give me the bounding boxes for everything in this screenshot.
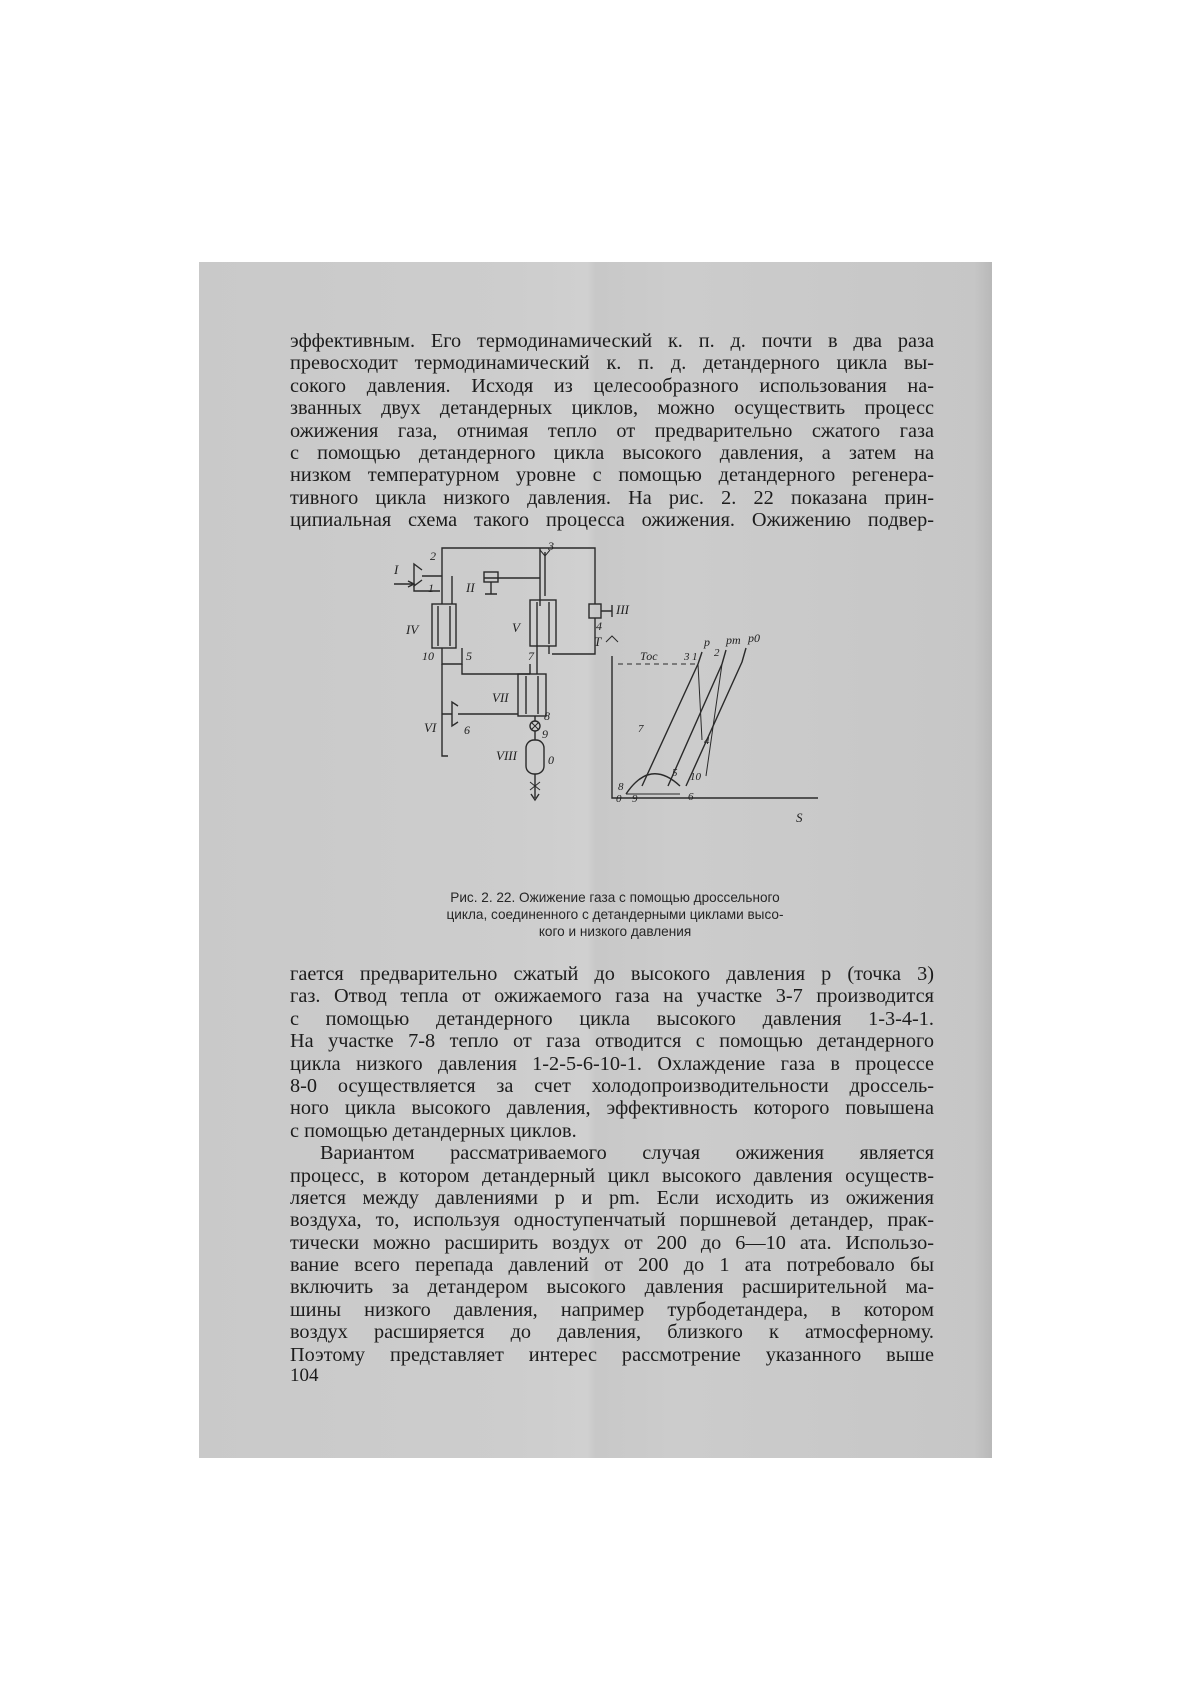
ts-point-10: 10 (690, 771, 701, 783)
figure-caption (380, 889, 850, 940)
ts-point-6: 6 (688, 791, 694, 803)
expander-VI (452, 702, 458, 726)
text-line: 8-0 осуществляется за счет холодопроизводительности дроссель- (290, 1074, 934, 1097)
ts-label-p0: p0 (748, 631, 760, 645)
scheme-point-9: 9 (542, 727, 548, 741)
lower-paragraphs (290, 963, 934, 1366)
caption-line: кого и низкого давления (538, 924, 692, 939)
ts-label-toc: Тос (640, 649, 658, 663)
text-line: цикла низкого давления 1-2-5-6-10-1. Охлаждение газа в процессе (290, 1052, 934, 1075)
scheme-point-10: 10 (422, 649, 434, 663)
scheme-point-1: 1 (428, 581, 434, 595)
ts-point-8: 8 (618, 781, 624, 793)
text-line: ляется между давлениями p и pm. Если исходить из ожижения (290, 1186, 934, 1209)
hx-VII-pipes (530, 664, 537, 674)
ts-point-2: 2 (714, 647, 720, 659)
text-line: газ. Отвод тепла от ожижаемого газа на участке 3-7 производится (290, 985, 934, 1008)
expander-II-stand (485, 582, 497, 594)
text-line: сокого давления. Исходя из целесообразного использования на- (290, 374, 934, 397)
ts-label-T: T (594, 634, 602, 649)
text-line: званных двух детандерных циклов, можно осуществить процесс (290, 397, 934, 420)
label-I: I (394, 562, 399, 577)
ts-point-9: 9 (632, 793, 638, 805)
ts-point-7: 7 (638, 723, 644, 735)
scheme-point-4: 4 (596, 619, 602, 633)
ts-isobar-p (642, 652, 702, 786)
expander-II (484, 572, 498, 582)
text-line: шины низкого давления, например турбодетандера, в котором (290, 1298, 934, 1321)
ts-point-0: 0 (616, 793, 622, 805)
ts-axis-arrow (606, 636, 618, 642)
scheme-point-5: 5 (466, 649, 472, 663)
upper-paragraph (290, 330, 934, 532)
hx-V-pipes (537, 644, 549, 666)
text-line: На участке 7-8 тепло от газа отводится с помощью детандерного (290, 1030, 934, 1053)
ts-isobar-p0 (686, 648, 746, 786)
label-IV: IV (406, 622, 419, 637)
heat-exchanger-V (530, 600, 556, 646)
text-line: ного цикла высокого давления, эффективность которого повышена (290, 1097, 934, 1120)
page-shadow (974, 262, 992, 1458)
label-VII: VII (492, 690, 509, 705)
hx-IV-tubes (438, 606, 450, 646)
text-line: гается предварительно сжатый до высокого давления p (точка 3) (290, 963, 934, 985)
scheme-point-7: 7 (528, 649, 534, 663)
text-line: низком температурном уровне с помощью детандерного регенера- (290, 464, 934, 487)
ts-label-pm: pm (726, 633, 741, 647)
label-VI: VI (424, 720, 437, 735)
text-line: с помощью детандерного цикла высокого давления 1-3-4-1. (290, 1007, 934, 1030)
scheme-low-pressure-line (442, 664, 530, 756)
scheme-point-6: 6 (464, 723, 470, 737)
hx-V-tubes (537, 602, 549, 644)
label-VIII: VIII (496, 748, 517, 763)
ts-point-5: 5 (672, 767, 678, 779)
scheme-point-0: 0 (548, 753, 554, 767)
text-line: с помощью детандерного цикла высокого давления, а затем на (290, 441, 934, 464)
heat-exchanger-VII (518, 674, 546, 716)
label-V: V (512, 620, 520, 635)
page-number: 104 (290, 1365, 319, 1386)
hx-IV-pipes (442, 566, 462, 664)
text-line: вание всего перепада давлений от 200 до 1 ата потребовало бы (290, 1254, 934, 1277)
text-line: процесс, в котором детандерный цикл высокого давления осуществ- (290, 1164, 934, 1187)
text-line: эффективным. Его термодинамический к. п. д. почти в два раза (290, 330, 934, 352)
figure-2-22 (380, 536, 860, 886)
compressor-I (414, 564, 422, 586)
ts-point-1: 1 (692, 651, 698, 663)
text-line: тически можно расширить воздух от 200 до 6—10 ата. Использо- (290, 1231, 934, 1254)
heat-exchanger-IV (432, 604, 456, 648)
text-line: воздуха, то, используя одноступенчатый поршневой детандер, прак- (290, 1209, 934, 1232)
text-line: ципиальная схема такого процесса ожижения. Ожижению подвер- (290, 509, 934, 532)
scheme-point-2: 2 (430, 549, 436, 563)
ts-point-3: 3 (684, 651, 690, 663)
scheme-point-8: 8 (544, 709, 550, 723)
caption-line: Рис. 2. 22. Ожижение газа с помощью дроссельного (450, 890, 780, 905)
text-line: тивного цикла низкого давления. На рис. 2. 22 показана прин- (290, 486, 934, 509)
ts-label-p: p (704, 635, 710, 649)
figure-drawing (380, 536, 860, 886)
ts-label-S: S (796, 810, 803, 825)
label-II: II (466, 580, 475, 595)
throttle-cross (531, 722, 539, 730)
ts-expansion-lines (698, 664, 722, 776)
text-line: воздух расширяется до давления, близкого к атмосферному. (290, 1321, 934, 1344)
caption-line: цикла, соединенного с детандерными циклами высо- (446, 907, 784, 922)
hx-VII-tubes (526, 676, 538, 714)
scheme-point-3: 3 (548, 539, 554, 553)
label-III: III (616, 602, 629, 617)
separator-VIII (526, 740, 544, 774)
text-line: Вариантом рассматриваемого случая ожижения является (320, 1142, 934, 1165)
text-line: ожижения газа, отнимая тепло от предварительно сжатого газа (290, 419, 934, 442)
text-line: превосходит термодинамический к. п. д. детандерного цикла вы- (290, 352, 934, 375)
ts-point-4: 4 (704, 735, 710, 747)
text-line: Поэтому представляет интерес рассмотрение указанного выше (290, 1343, 934, 1366)
expander-III (589, 604, 601, 618)
expander-III-stand (601, 605, 612, 617)
text-line: с помощью детандерных циклов. (290, 1119, 577, 1142)
scheme-top-pipe (442, 548, 595, 566)
text-line: включить за детандером высокого давления расширительной ма- (290, 1276, 934, 1299)
